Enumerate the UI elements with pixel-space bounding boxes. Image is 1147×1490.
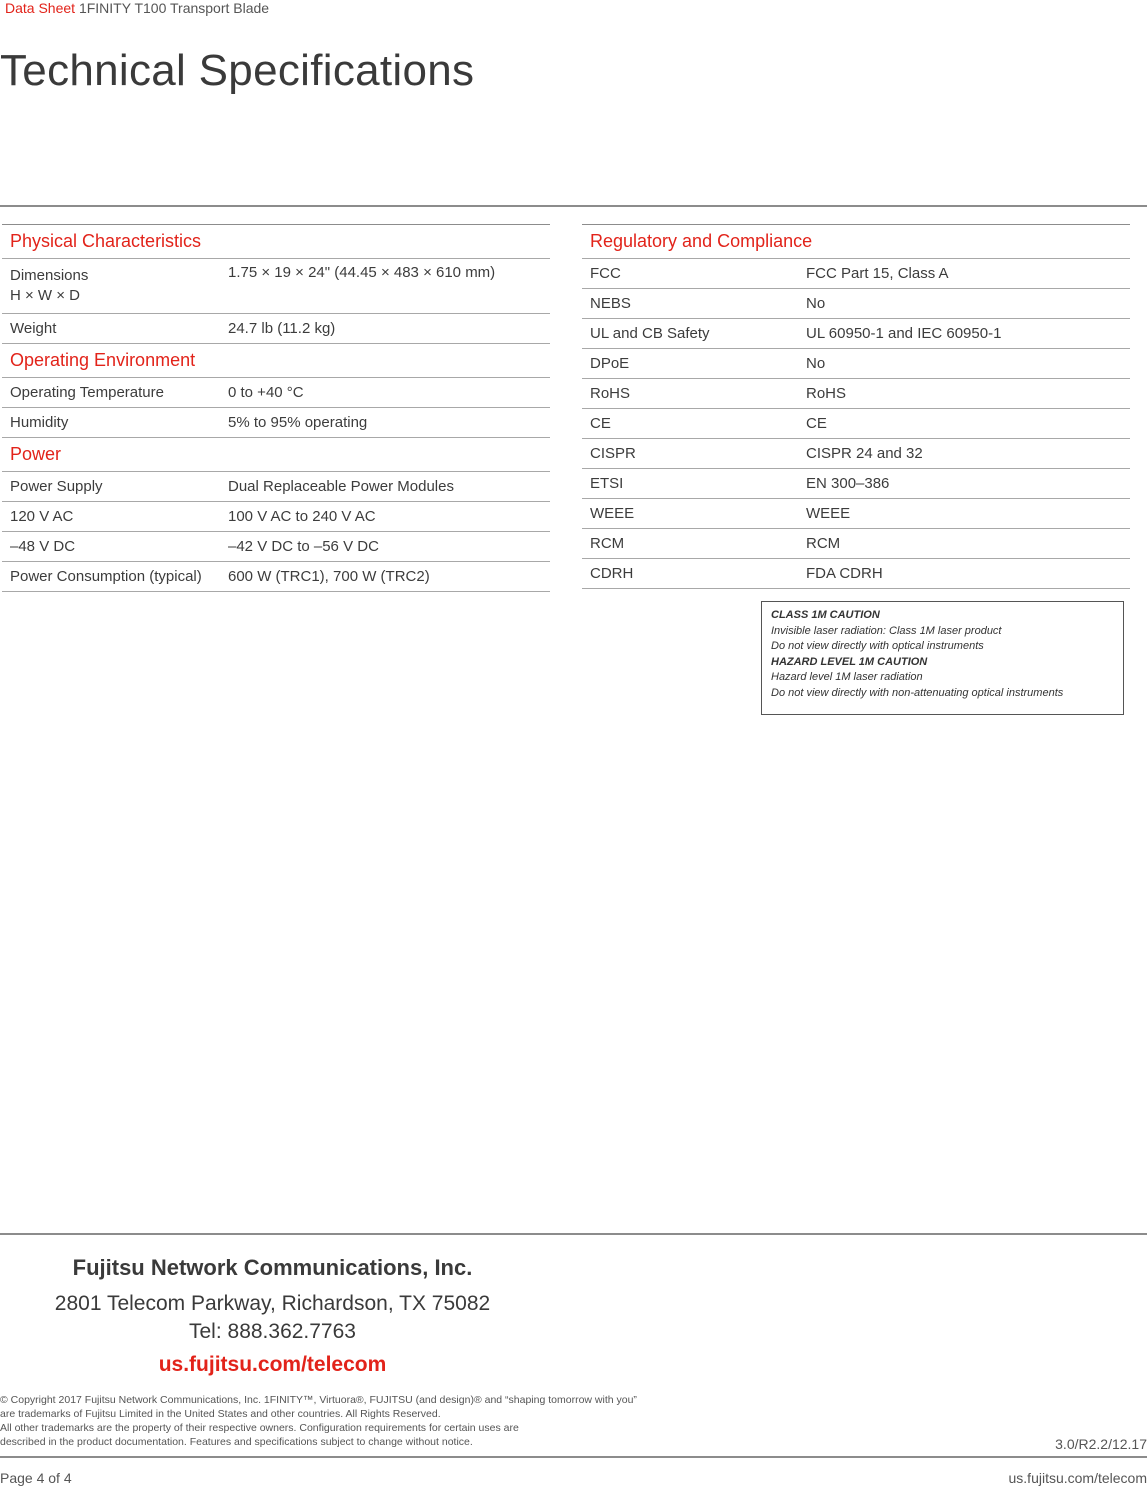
row-value: EN 300–386 [798, 469, 1130, 499]
row-value: Dual Replaceable Power Modules [220, 472, 550, 502]
copyright-notice [0, 1393, 700, 1449]
table-row [582, 559, 1130, 589]
row-label: 120 V AC [2, 502, 220, 532]
table-row [2, 562, 550, 592]
row-label: RCM [582, 529, 798, 559]
row-label: DPoE [582, 349, 798, 379]
row-label: ETSI [582, 469, 798, 499]
table-row [582, 529, 1130, 559]
row-value: No [798, 289, 1130, 319]
section-heading-operating: Operating Environment [2, 344, 550, 378]
table-row [582, 469, 1130, 499]
table-row [582, 439, 1130, 469]
section-heading-row [582, 225, 1130, 259]
page-number: Page 4 of 4 [0, 1470, 72, 1486]
row-value: 24.7 lb (11.2 kg) [220, 314, 550, 344]
caution-text: Do not view directly with optical instruments [771, 640, 984, 652]
company-phone: Tel: 888.362.7763 [189, 1320, 356, 1343]
row-label: Power Supply [2, 472, 220, 502]
row-label: CE [582, 409, 798, 439]
caution-text: Invisible laser radiation: Class 1M laser product [771, 624, 1002, 637]
row-label [2, 259, 220, 314]
table-row [582, 409, 1130, 439]
company-url-link[interactable]: us.fujitsu.com/telecom [158, 1353, 387, 1376]
copyright-line: described in the product documentation. Features and specifications subject to change without notice. [0, 1436, 473, 1448]
table-row [582, 289, 1130, 319]
row-label: –48 V DC [2, 532, 220, 562]
running-header [5, 0, 269, 16]
row-label: CISPR [582, 439, 798, 469]
row-label: Operating Temperature [2, 378, 220, 408]
table-row [2, 259, 550, 314]
regulatory-table [582, 224, 1130, 589]
row-label: CDRH [582, 559, 798, 589]
footer-divider [0, 1233, 1147, 1235]
footer-url-link[interactable]: us.fujitsu.com/telecom [1008, 1470, 1147, 1486]
section-heading-row [2, 438, 550, 472]
row-value: WEEE [798, 499, 1130, 529]
row-value: 100 V AC to 240 V AC [220, 502, 550, 532]
table-row [2, 314, 550, 344]
laser-caution-box [761, 601, 1124, 715]
section-heading-row [2, 225, 550, 259]
row-label: Weight [2, 314, 220, 344]
page-title: Technical Specifications [0, 46, 475, 95]
document-version: 3.0/R2.2/12.17 [1055, 1436, 1147, 1452]
dimensions-sublabel: H × W × D [10, 287, 81, 304]
row-value: UL 60950-1 and IEC 60950-1 [798, 319, 1130, 349]
table-row [582, 379, 1130, 409]
table-row [2, 378, 550, 408]
table-row [582, 259, 1130, 289]
physical-power-table [2, 224, 550, 592]
row-value: No [798, 349, 1130, 379]
table-row [2, 532, 550, 562]
row-label: RoHS [582, 379, 798, 409]
row-label: WEEE [582, 499, 798, 529]
copyright-line: © Copyright 2017 Fujitsu Network Communications, Inc. 1FINITY™, Virtuora®, FUJITSU (and design)® and “shaping tomorrow with you” [0, 1394, 637, 1406]
row-label: Humidity [2, 408, 220, 438]
row-value: CE [798, 409, 1130, 439]
section-heading-physical: Physical Characteristics [2, 225, 550, 259]
table-row [582, 349, 1130, 379]
row-value: 0 to +40 °C [220, 378, 550, 408]
row-value: RoHS [798, 379, 1130, 409]
copyright-line: All other trademarks are the property of their respective owners. Configuration requirements for certain uses are [0, 1422, 519, 1434]
row-value: 1.75 × 19 × 24" (44.45 × 483 × 610 mm) [220, 259, 550, 314]
caution-heading: CLASS 1M CAUTION [771, 609, 880, 621]
dimensions-label: Dimensions [10, 267, 89, 284]
row-value: RCM [798, 529, 1130, 559]
hazard-text: Hazard level 1M laser radiation [771, 671, 923, 683]
row-value: FDA CDRH [798, 559, 1130, 589]
row-label: FCC [582, 259, 798, 289]
section-heading-row [2, 344, 550, 378]
row-label: NEBS [582, 289, 798, 319]
product-name: 1FINITY T100 Transport Blade [78, 0, 270, 16]
doc-type-label: Data Sheet [5, 0, 76, 16]
bottom-divider [0, 1456, 1147, 1458]
copyright-line: are trademarks of Fujitsu Limited in the United States and other countries. All Rights Reserved. [0, 1408, 441, 1420]
row-value: CISPR 24 and 32 [798, 439, 1130, 469]
hazard-text: Do not view directly with non-attenuating optical instruments [771, 686, 1064, 699]
section-heading-power: Power [2, 438, 550, 472]
table-row [582, 499, 1130, 529]
table-row [582, 319, 1130, 349]
company-address: 2801 Telecom Parkway, Richardson, TX 75082 [54, 1292, 491, 1315]
row-value: –42 V DC to –56 V DC [220, 532, 550, 562]
row-label: Power Consumption (typical) [2, 562, 220, 592]
company-name: Fujitsu Network Communications, Inc. [72, 1255, 473, 1280]
table-row [2, 408, 550, 438]
table-row [2, 502, 550, 532]
row-value: 5% to 95% operating [220, 408, 550, 438]
row-value: 600 W (TRC1), 700 W (TRC2) [220, 562, 550, 592]
row-label: UL and CB Safety [582, 319, 798, 349]
hazard-heading: HAZARD LEVEL 1M CAUTION [771, 655, 928, 668]
section-heading-regulatory: Regulatory and Compliance [582, 225, 1130, 259]
table-row [2, 472, 550, 502]
top-divider [0, 205, 1147, 207]
row-value: FCC Part 15, Class A [798, 259, 1130, 289]
